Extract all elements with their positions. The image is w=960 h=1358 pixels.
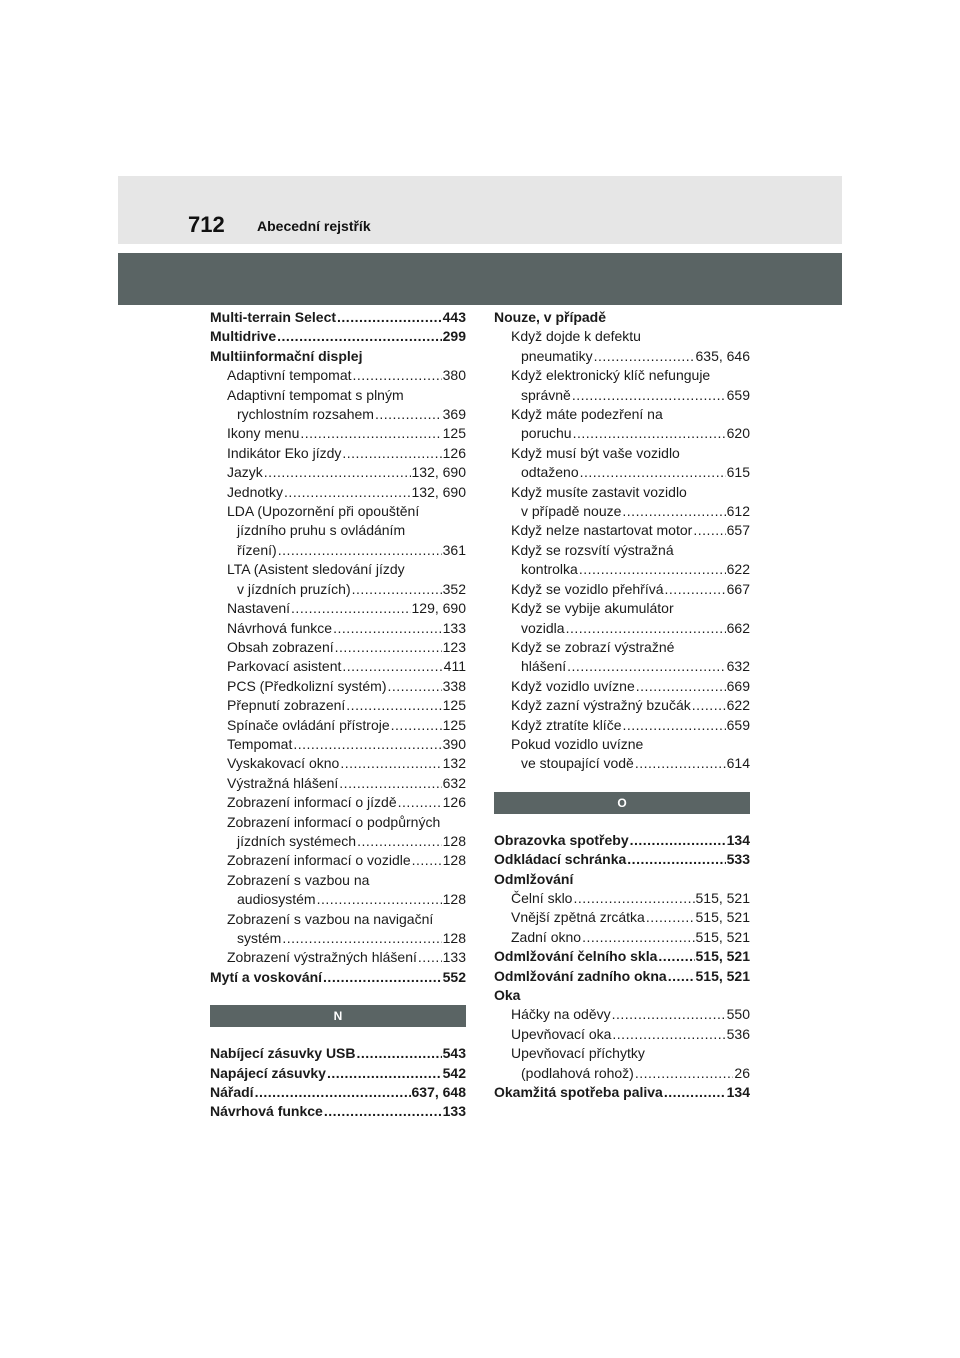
index-subentry: vozidla ..... 662 [494,619,750,638]
index-subentry: Obsah zobrazení ..... 123 [210,638,466,657]
index-subentry-line: Upevňovací příchytky [511,1045,645,1062]
index-entry: Multi-terrain Select ..... 443 [210,308,466,327]
index-subentry: v případě nouze ..... 612 [494,502,750,521]
header-band [118,176,842,244]
index-subentry: Čelní sklo ..... 515, 521 [494,889,750,908]
index-subentry: poruchu ..... 620 [494,424,750,443]
index-subentry: Když se vozidlo přehřívá ..... 667 [494,580,750,599]
index-subentry-line: Zobrazení s vazbou na [227,871,370,888]
index-subentry: Jazyk ..... 132, 690 [210,463,466,482]
index-heading: Odmlžování [494,870,574,887]
index-entry: Nabíjecí zásuvky USB ..... 543 [210,1044,466,1063]
index-subentry: ve stoupající vodě ..... 614 [494,754,750,773]
index-column-right [494,308,750,1102]
index-entry: Odmlžování čelního skla ..... 515, 521 [494,947,750,966]
index-entry: Obrazovka spotřeby ..... 134 [494,831,750,850]
index-subentry: Přepnutí zobrazení ..... 125 [210,696,466,715]
index-subentry: pneumatiky ..... 635, 646 [494,347,750,366]
index-subentry: Zobrazení informací o vozidle ..... 128 [210,851,466,870]
index-subentry: hlášení ..... 632 [494,657,750,676]
index-entry: Odkládací schránka ..... 533 [494,850,750,869]
index-subentry: Zadní okno ..... 515, 521 [494,928,750,947]
index-subentry: správně ..... 659 [494,386,750,405]
index-subentry: Když ztratíte klíče ..... 659 [494,716,750,735]
index-subentry: PCS (Předkolizní systém) ..... 338 [210,677,466,696]
index-subentry: Adaptivní tempomat ..... 380 [210,366,466,385]
index-subentry: odtaženo ..... 615 [494,463,750,482]
letter-section-n: N [210,1005,466,1027]
index-subentry: systém ..... 128 [210,929,466,948]
index-subentry: Když vozidlo uvízne ..... 669 [494,677,750,696]
index-subentry: Zobrazení informací o jízdě ..... 126 [210,793,466,812]
index-entry: Návrhová funkce ..... 133 [210,1102,466,1121]
index-subentry: Nastavení ..... 129, 690 [210,599,466,618]
index-subentry: Když zazní výstražný bzučák ..... 622 [494,696,750,715]
index-subentry: Upevňovací oka ..... 536 [494,1025,750,1044]
index-subentry: Jednotky ..... 132, 690 [210,483,466,502]
index-subentry-line: Když dojde k defektu [511,328,641,345]
index-entry: Odmlžování zadního okna ..... 515, 521 [494,967,750,986]
page-number: 712 [188,212,225,237]
index-subentry-line: Zobrazení informací o podpůrných [227,813,441,830]
index-subentry: Zobrazení výstražných hlášení ..... 133 [210,948,466,967]
index-subentry-line: Když musí být vaše vozidlo [511,444,680,461]
index-subentry: Parkovací asistent ..... 411 [210,657,466,676]
page-title: Abecední rejstřík [257,218,371,234]
index-entry: Nářadí ..... 637, 648 [210,1083,466,1102]
index-entry: Mytí a voskování ..... 552 [210,968,466,987]
index-subentry-line: Když elektronický klíč nefunguje [511,367,711,384]
letter-section-o: O [494,792,750,814]
index-subentry: řízení) ..... 361 [210,541,466,560]
index-subentry: Ikony menu ..... 125 [210,424,466,443]
index-subentry: Spínače ovládání přístroje ..... 125 [210,716,466,735]
index-subentry: Výstražná hlášení ..... 632 [210,774,466,793]
index-subentry-line: Když máte podezření na [511,406,663,423]
index-subentry: Tempomat ..... 390 [210,735,466,754]
index-subentry: Háčky na oděvy ..... 550 [494,1005,750,1024]
index-subentry-line: Pokud vozidlo uvízne [511,735,644,752]
index-subentry-line: Když musíte zastavit vozidlo [511,483,687,500]
index-subentry-line: jízdního pruhu s ovládáním [237,522,406,539]
index-subentry: Návrhová funkce ..... 133 [210,619,466,638]
index-subentry: v jízdních pruzích) ..... 352 [210,580,466,599]
index-entry: Okamžitá spotřeba paliva ..... 134 [494,1083,750,1102]
index-subentry: Indikátor Eko jízdy ..... 126 [210,444,466,463]
index-subentry: jízdních systémech ..... 128 [210,832,466,851]
index-entry: Napájecí zásuvky ..... 542 [210,1064,466,1083]
index-subentry: audiosystém ..... 128 [210,890,466,909]
index-subentry: (podlahová rohož) ..... 26 [494,1064,750,1083]
index-subentry-line: Zobrazení s vazbou na navigační [227,910,434,927]
index-subentry: Když nelze nastartovat motor ..... 657 [494,521,750,540]
index-column-left [210,308,466,1122]
index-heading: Multiinformační displej [210,347,363,364]
index-subentry-line: Když se rozsvítí výstražná [511,541,674,558]
index-entry: Multidrive ..... 299 [210,327,466,346]
index-subentry-line: Adaptivní tempomat s plným [227,386,404,403]
index-heading: Oka [494,987,521,1003]
index-subentry: Vyskakovací okno ..... 132 [210,754,466,773]
index-subentry: kontrolka ..... 622 [494,560,750,579]
index-subentry-line: Když se vybije akumulátor [511,600,674,617]
section-band [118,253,842,305]
index-subentry: Vnější zpětná zrcátka ..... 515, 521 [494,908,750,927]
index-subentry: rychlostním rozsahem ..... 369 [210,405,466,424]
index-subentry-line: LTA (Asistent sledování jízdy [227,561,405,578]
index-subentry-line: LDA (Upozornění při opouštění [227,503,420,520]
index-heading: Nouze, v případě [494,309,607,325]
index-subentry-line: Když se zobrazí výstražné [511,638,675,655]
